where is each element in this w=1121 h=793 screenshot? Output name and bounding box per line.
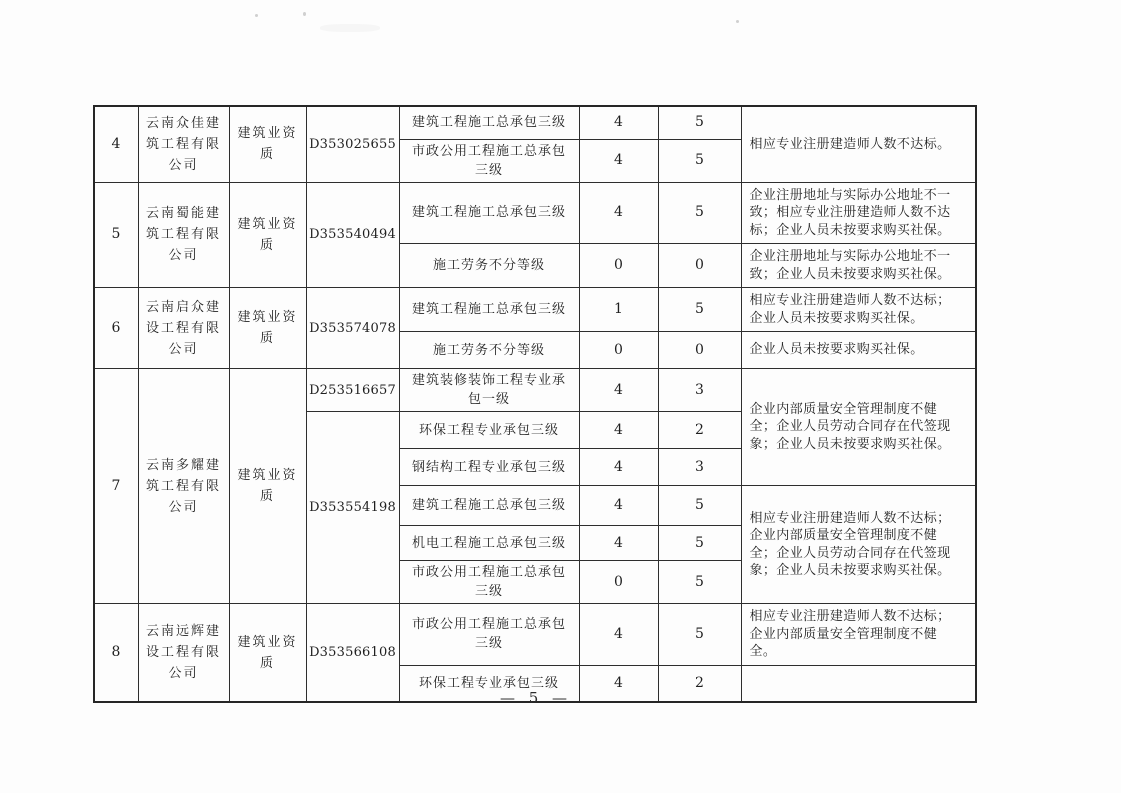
count2-cell: 5: [658, 526, 741, 561]
qual-type-cell: 建筑业资质: [229, 106, 306, 182]
company-cell: 云南启众建设工程有限公司: [138, 288, 229, 369]
table-row: [94, 106, 976, 139]
cert-no-cell: D353025655: [306, 106, 399, 182]
remark-cell: 企业注册地址与实际办公地址不一致；企业人员未按要求购买社保。: [741, 244, 976, 288]
count1-cell: 4: [579, 182, 658, 244]
seq-cell: 5: [94, 182, 138, 288]
cert-no-cell: D253516657: [306, 369, 399, 412]
table-row: [94, 182, 976, 244]
count1-cell: 4: [579, 665, 658, 702]
qual-item-cell: 施工劳务不分等级: [399, 244, 579, 288]
qual-item-cell: 机电工程施工总承包三级: [399, 526, 579, 561]
count2-cell: 5: [658, 604, 741, 666]
qualification-review-table: [93, 105, 977, 703]
count2-cell: 5: [658, 182, 741, 244]
company-cell: 云南蜀能建筑工程有限公司: [138, 182, 229, 288]
count1-cell: 4: [579, 412, 658, 449]
remark-cell: 相应专业注册建造师人数不达标；企业人员未按要求购买社保。: [741, 288, 976, 332]
count1-cell: 4: [579, 486, 658, 526]
qual-item-cell: 建筑装修装饰工程专业承包一级: [399, 369, 579, 412]
count2-cell: 0: [658, 332, 741, 369]
qual-item-cell: 建筑工程施工总承包三级: [399, 288, 579, 332]
qual-item-cell: 钢结构工程专业承包三级: [399, 449, 579, 486]
count2-cell: 2: [658, 412, 741, 449]
remark-cell: 企业人员未按要求购买社保。: [741, 332, 976, 369]
count2-cell: 5: [658, 486, 741, 526]
qual-type-cell: 建筑业资质: [229, 369, 306, 604]
scan-artifact: [320, 24, 380, 32]
qual-item-cell: 市政公用工程施工总承包三级: [399, 139, 579, 182]
seq-cell: 8: [94, 604, 138, 703]
qual-item-cell: 建筑工程施工总承包三级: [399, 182, 579, 244]
remark-cell: 企业注册地址与实际办公地址不一致；相应专业注册建造师人数不达标；企业人员未按要求购买社保。: [741, 182, 976, 244]
qual-item-cell: 建筑工程施工总承包三级: [399, 486, 579, 526]
remark-cell: 相应专业注册建造师人数不达标；企业内部质量安全管理制度不健全；企业人员劳动合同存在代签现象；企业人员未按要求购买社保。: [741, 486, 976, 604]
seq-cell: 6: [94, 288, 138, 369]
count1-cell: 0: [579, 244, 658, 288]
remark-cell: 企业内部质量安全管理制度不健全；企业人员劳动合同存在代签现象；企业人员未按要求购买社保。: [741, 369, 976, 486]
remark-cell: 相应专业注册建造师人数不达标；企业内部质量安全管理制度不健全。: [741, 604, 976, 666]
seq-cell: 4: [94, 106, 138, 182]
cert-no-cell: D353574078: [306, 288, 399, 369]
table-row: [94, 604, 976, 666]
count1-cell: 4: [579, 526, 658, 561]
qual-item-cell: 环保工程专业承包三级: [399, 665, 579, 702]
count1-cell: 0: [579, 561, 658, 604]
qual-item-cell: 市政公用工程施工总承包三级: [399, 604, 579, 666]
page-number: — 5 —: [499, 689, 569, 707]
scan-artifact: [255, 14, 258, 17]
cert-no-cell: D353554198: [306, 412, 399, 604]
count1-cell: 0: [579, 332, 658, 369]
cert-no-cell: D353540494: [306, 182, 399, 288]
count1-cell: 4: [579, 106, 658, 139]
qual-type-cell: 建筑业资质: [229, 182, 306, 288]
count1-cell: 4: [579, 139, 658, 182]
company-cell: 云南远辉建设工程有限公司: [138, 604, 229, 703]
count2-cell: 5: [658, 139, 741, 182]
remark-cell: 相应专业注册建造师人数不达标。: [741, 106, 976, 182]
company-cell: 云南多耀建筑工程有限公司: [138, 369, 229, 604]
count1-cell: 4: [579, 604, 658, 666]
table-row: [94, 288, 976, 332]
qual-type-cell: 建筑业资质: [229, 604, 306, 703]
qual-item-cell: 建筑工程施工总承包三级: [399, 106, 579, 139]
count1-cell: 1: [579, 288, 658, 332]
qual-item-cell: 环保工程专业承包三级: [399, 412, 579, 449]
count2-cell: 5: [658, 288, 741, 332]
seq-cell: 7: [94, 369, 138, 604]
cert-no-cell: D353566108: [306, 604, 399, 703]
scan-artifact: [736, 20, 739, 23]
company-cell: 云南众佳建筑工程有限公司: [138, 106, 229, 182]
count2-cell: 2: [658, 665, 741, 702]
count2-cell: 3: [658, 449, 741, 486]
qual-item-cell: 市政公用工程施工总承包三级: [399, 561, 579, 604]
count2-cell: 0: [658, 244, 741, 288]
count2-cell: 3: [658, 369, 741, 412]
qual-type-cell: 建筑业资质: [229, 288, 306, 369]
qual-item-cell: 施工劳务不分等级: [399, 332, 579, 369]
count2-cell: 5: [658, 561, 741, 604]
count1-cell: 4: [579, 369, 658, 412]
count1-cell: 4: [579, 449, 658, 486]
table-row: [94, 369, 976, 412]
count2-cell: 5: [658, 106, 741, 139]
scan-artifact: [303, 12, 306, 16]
